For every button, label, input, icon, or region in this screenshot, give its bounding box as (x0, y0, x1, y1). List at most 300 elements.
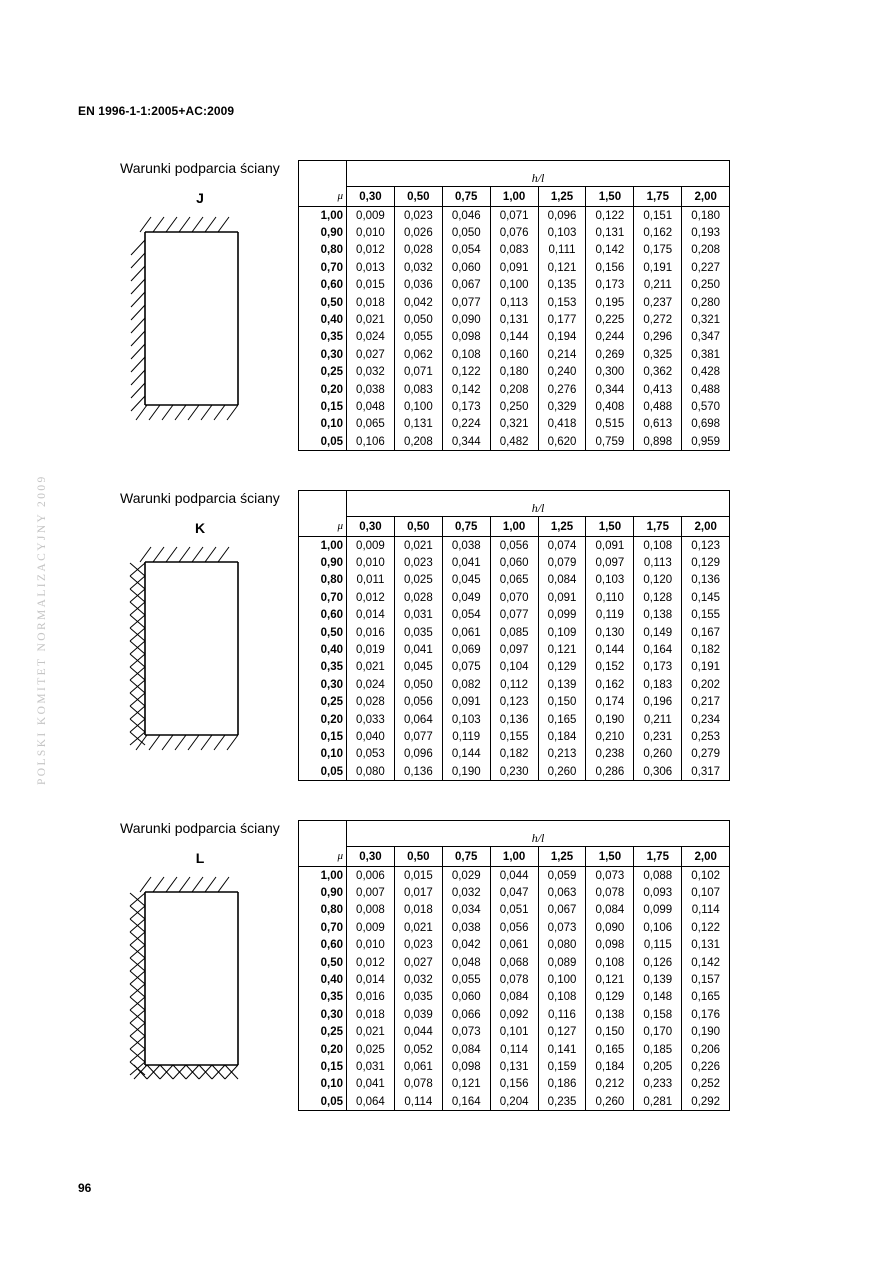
coefficient-cell: 0,032 (394, 971, 442, 988)
coefficient-cell: 0,064 (394, 711, 442, 728)
table-row (299, 1024, 730, 1041)
ratio-column-header: 0,30 (347, 847, 395, 867)
coefficient-cell: 0,119 (586, 607, 634, 624)
case-label: J (196, 190, 204, 206)
coefficient-cell: 0,108 (586, 954, 634, 971)
coefficient-cell: 0,418 (538, 416, 586, 433)
coefficient-cell: 0,052 (394, 1041, 442, 1058)
table-row (299, 207, 730, 225)
coefficient-cell: 0,009 (347, 207, 395, 225)
coefficient-cell: 0,413 (634, 381, 682, 398)
coefficient-cell: 0,759 (586, 433, 634, 451)
ratio-column-header: 0,50 (394, 847, 442, 867)
coefficient-cell: 0,061 (442, 624, 490, 641)
coefficient-cell: 0,028 (347, 694, 395, 711)
wall-diagram-graphic (130, 547, 238, 750)
document-header: EN 1996-1-1:2005+AC:2009 (78, 104, 235, 118)
coefficient-cell: 0,250 (490, 398, 538, 415)
mu-value: 0,60 (299, 937, 347, 954)
table-row (299, 364, 730, 381)
mu-value: 0,25 (299, 364, 347, 381)
case-label: K (194, 520, 206, 536)
coefficient-cell: 0,135 (538, 277, 586, 294)
ratio-column-header: 1,25 (538, 187, 586, 207)
ratio-column-header: 1,00 (490, 187, 538, 207)
mu-value: 0,70 (299, 589, 347, 606)
coefficient-cell: 0,149 (634, 624, 682, 641)
coefficient-cell: 0,101 (490, 1024, 538, 1041)
mu-value: 0,35 (299, 989, 347, 1006)
coefficient-cell: 0,010 (347, 554, 395, 571)
coefficient-cell: 0,062 (394, 346, 442, 363)
coefficient-cell: 0,108 (538, 989, 586, 1006)
coefficient-cell: 0,028 (394, 589, 442, 606)
coefficient-cell: 0,286 (586, 763, 634, 781)
coefficient-cell: 0,092 (490, 1006, 538, 1023)
table-row (299, 746, 730, 763)
coefficient-cell: 0,159 (538, 1058, 586, 1075)
coefficient-cell: 0,182 (682, 641, 730, 658)
coefficient-cell: 0,116 (538, 1006, 586, 1023)
coefficient-cell: 0,898 (634, 433, 682, 451)
coefficient-cell: 0,959 (682, 433, 730, 451)
coefficient-cell: 0,214 (538, 346, 586, 363)
mu-value: 0,80 (299, 572, 347, 589)
coefficient-cell: 0,129 (586, 989, 634, 1006)
coefficient-cell: 0,077 (394, 728, 442, 745)
coefficient-cell: 0,148 (634, 989, 682, 1006)
coefficient-cell: 0,078 (586, 884, 634, 901)
mu-value: 0,05 (299, 433, 347, 451)
ratio-column-header: 1,75 (634, 187, 682, 207)
coefficient-cell: 0,041 (394, 641, 442, 658)
table-row (299, 902, 730, 919)
coefficient-cell: 0,098 (442, 1058, 490, 1075)
coefficient-cell: 0,142 (442, 381, 490, 398)
coefficient-cell: 0,141 (538, 1041, 586, 1058)
table-row (299, 259, 730, 276)
coefficient-cell: 0,056 (490, 919, 538, 936)
coefficient-cell: 0,071 (490, 207, 538, 225)
coefficient-cell: 0,321 (682, 311, 730, 328)
table-row (299, 1093, 730, 1111)
coefficient-cell: 0,010 (347, 224, 395, 241)
coefficient-cell: 0,173 (586, 277, 634, 294)
table-row (299, 641, 730, 658)
coefficient-cell: 0,099 (634, 902, 682, 919)
mu-header: μ (299, 847, 347, 867)
coefficient-cell: 0,055 (442, 971, 490, 988)
coefficient-cell: 0,321 (490, 416, 538, 433)
coefficient-cell: 0,131 (586, 224, 634, 241)
coefficient-cell: 0,103 (586, 572, 634, 589)
table-row (299, 728, 730, 745)
coefficient-cell: 0,190 (682, 1024, 730, 1041)
coefficient-cell: 0,088 (634, 867, 682, 885)
coefficient-cell: 0,260 (634, 746, 682, 763)
coefficient-cell: 0,151 (634, 207, 682, 225)
coefficient-cell: 0,184 (586, 1058, 634, 1075)
coefficient-cell: 0,113 (490, 294, 538, 311)
coefficient-cell: 0,127 (538, 1024, 586, 1041)
coefficient-cell: 0,139 (634, 971, 682, 988)
coefficient-cell: 0,089 (538, 954, 586, 971)
coefficient-cell: 0,023 (394, 554, 442, 571)
coefficient-cell: 0,325 (634, 346, 682, 363)
coefficient-cell: 0,235 (538, 1093, 586, 1111)
coefficient-cell: 0,128 (634, 589, 682, 606)
mu-value: 0,40 (299, 971, 347, 988)
coefficient-cell: 0,122 (586, 207, 634, 225)
coefficient-cell: 0,035 (394, 624, 442, 641)
coefficient-cell: 0,060 (442, 259, 490, 276)
coefficient-cell: 0,098 (586, 937, 634, 954)
coefficient-cell: 0,106 (634, 919, 682, 936)
coefficient-cell: 0,038 (347, 381, 395, 398)
coefficient-cell: 0,150 (586, 1024, 634, 1041)
table-corner (299, 821, 347, 847)
wall-diagram-graphic (131, 217, 238, 420)
table-row (299, 554, 730, 571)
coefficient-cell: 0,114 (490, 1041, 538, 1058)
mu-value: 0,15 (299, 1058, 347, 1075)
ratio-column-header: 0,30 (347, 187, 395, 207)
table-row (299, 659, 730, 676)
coefficient-cell: 0,029 (442, 867, 490, 885)
coefficient-cell: 0,120 (634, 572, 682, 589)
coefficient-cell: 0,119 (442, 728, 490, 745)
table-row (299, 1058, 730, 1075)
table-row (299, 311, 730, 328)
mu-value: 0,30 (299, 346, 347, 363)
coefficient-cell: 0,041 (442, 554, 490, 571)
coefficient-cell: 0,073 (538, 919, 586, 936)
coefficient-cell: 0,208 (394, 433, 442, 451)
coefficient-cell: 0,097 (586, 554, 634, 571)
coefficient-cell: 0,044 (490, 867, 538, 885)
table-row (299, 937, 730, 954)
coefficient-cell: 0,038 (442, 537, 490, 555)
coefficient-cell: 0,225 (586, 311, 634, 328)
coefficient-cell: 0,234 (682, 711, 730, 728)
coefficient-cell: 0,237 (634, 294, 682, 311)
coefficient-cell: 0,014 (347, 971, 395, 988)
mu-value: 0,80 (299, 242, 347, 259)
coefficient-cell: 0,091 (586, 537, 634, 555)
coefficient-cell: 0,013 (347, 259, 395, 276)
coefficient-cell: 0,184 (538, 728, 586, 745)
coefficient-cell: 0,230 (490, 763, 538, 781)
coefficient-cell: 0,075 (442, 659, 490, 676)
coefficient-cell: 0,006 (347, 867, 395, 885)
section-title: Warunki podparcia ściany (120, 490, 280, 506)
coefficient-cell: 0,008 (347, 902, 395, 919)
coefficient-cell: 0,040 (347, 728, 395, 745)
mu-value: 0,30 (299, 676, 347, 693)
mu-value: 0,90 (299, 224, 347, 241)
coefficient-cell: 0,170 (634, 1024, 682, 1041)
coefficient-cell: 0,300 (586, 364, 634, 381)
mu-header: μ (299, 187, 347, 207)
coefficient-cell: 0,056 (490, 537, 538, 555)
coefficient-cell: 0,238 (586, 746, 634, 763)
table-row (299, 416, 730, 433)
coefficient-cell: 0,054 (442, 242, 490, 259)
coefficient-cell: 0,482 (490, 433, 538, 451)
table-row (299, 572, 730, 589)
coefficient-cell: 0,073 (442, 1024, 490, 1041)
coefficient-cell: 0,078 (394, 1076, 442, 1093)
coefficient-cell: 0,123 (490, 694, 538, 711)
coefficient-cell: 0,074 (538, 537, 586, 555)
coefficient-cell: 0,177 (538, 311, 586, 328)
ratio-column-header: 0,30 (347, 517, 395, 537)
coefficient-cell: 0,202 (682, 676, 730, 693)
coefficient-cell: 0,111 (538, 242, 586, 259)
coefficient-cell: 0,156 (586, 259, 634, 276)
coefficient-cell: 0,213 (538, 746, 586, 763)
ratio-column-header: 0,50 (394, 187, 442, 207)
coefficient-cell: 0,344 (442, 433, 490, 451)
coefficient-cell: 0,306 (634, 763, 682, 781)
mu-value: 0,60 (299, 607, 347, 624)
coefficient-cell: 0,196 (634, 694, 682, 711)
mu-value: 0,20 (299, 711, 347, 728)
table-section-j (0, 160, 893, 460)
ratio-column-header: 1,00 (490, 847, 538, 867)
coefficient-cell: 0,100 (394, 398, 442, 415)
coefficient-cell: 0,017 (394, 884, 442, 901)
coefficient-cell: 0,121 (538, 641, 586, 658)
coefficient-cell: 0,176 (682, 1006, 730, 1023)
coefficient-cell: 0,046 (442, 207, 490, 225)
coefficient-cell: 0,296 (634, 329, 682, 346)
coefficient-cell: 0,212 (586, 1076, 634, 1093)
coefficient-cell: 0,191 (682, 659, 730, 676)
coefficient-cell: 0,108 (442, 346, 490, 363)
coefficient-cell: 0,142 (586, 242, 634, 259)
table-row (299, 277, 730, 294)
coefficient-cell: 0,164 (442, 1093, 490, 1111)
table-section-l (0, 820, 893, 1120)
coefficient-cell: 0,055 (394, 329, 442, 346)
coefficient-cell: 0,165 (538, 711, 586, 728)
ratio-group-header: h/l (347, 161, 730, 187)
mu-value: 0,60 (299, 277, 347, 294)
coefficient-cell: 0,084 (586, 902, 634, 919)
coefficient-cell: 0,253 (682, 728, 730, 745)
coefficient-cell: 0,276 (538, 381, 586, 398)
coefficient-cell: 0,018 (394, 902, 442, 919)
coefficient-cell: 0,160 (490, 346, 538, 363)
coefficient-cell: 0,071 (394, 364, 442, 381)
coefficient-cell: 0,031 (394, 607, 442, 624)
coefficient-cell: 0,208 (682, 242, 730, 259)
coefficient-cell: 0,054 (442, 607, 490, 624)
ratio-group-header: h/l (347, 821, 730, 847)
coefficient-cell: 0,281 (634, 1093, 682, 1111)
mu-value: 0,05 (299, 763, 347, 781)
coefficient-cell: 0,018 (347, 1006, 395, 1023)
mu-value: 0,50 (299, 294, 347, 311)
coefficient-cell: 0,010 (347, 937, 395, 954)
coefficient-cell: 0,190 (442, 763, 490, 781)
mu-value: 0,15 (299, 398, 347, 415)
coefficient-cell: 0,079 (538, 554, 586, 571)
coefficient-cell: 0,097 (490, 641, 538, 658)
coefficient-cell: 0,070 (490, 589, 538, 606)
ratio-column-header: 2,00 (682, 187, 730, 207)
coefficient-cell: 0,272 (634, 311, 682, 328)
table-row (299, 1076, 730, 1093)
mu-value: 0,05 (299, 1093, 347, 1111)
coefficient-cell: 0,107 (682, 884, 730, 901)
ratio-column-header: 1,75 (634, 517, 682, 537)
mu-value: 0,30 (299, 1006, 347, 1023)
coefficient-cell: 0,186 (538, 1076, 586, 1093)
mu-value: 0,10 (299, 1076, 347, 1093)
table-row (299, 1006, 730, 1023)
coefficient-cell: 0,100 (490, 277, 538, 294)
coefficient-cell: 0,488 (682, 381, 730, 398)
coefficient-cell: 0,012 (347, 589, 395, 606)
coefficient-cell: 0,156 (490, 1076, 538, 1093)
table-row (299, 954, 730, 971)
coefficient-cell: 0,036 (394, 277, 442, 294)
table-corner (299, 161, 347, 187)
coefficient-cell: 0,121 (442, 1076, 490, 1093)
coefficient-cell: 0,082 (442, 676, 490, 693)
mu-value: 0,10 (299, 416, 347, 433)
mu-value: 1,00 (299, 867, 347, 885)
mu-value: 1,00 (299, 537, 347, 555)
coefficient-cell: 0,064 (347, 1093, 395, 1111)
coefficient-cell: 0,165 (586, 1041, 634, 1058)
coefficient-cell: 0,174 (586, 694, 634, 711)
coefficient-cell: 0,091 (538, 589, 586, 606)
coefficient-cell: 0,103 (538, 224, 586, 241)
coefficient-cell: 0,060 (442, 989, 490, 1006)
coefficient-cell: 0,059 (538, 867, 586, 885)
coefficient-cell: 0,063 (538, 884, 586, 901)
coefficient-cell: 0,131 (490, 1058, 538, 1075)
table-row (299, 329, 730, 346)
table-row (299, 1041, 730, 1058)
coefficient-cell: 0,139 (538, 676, 586, 693)
coefficient-cell: 0,144 (586, 641, 634, 658)
table-row (299, 346, 730, 363)
coefficient-cell: 0,145 (682, 589, 730, 606)
coefficient-cell: 0,007 (347, 884, 395, 901)
mu-value: 0,25 (299, 694, 347, 711)
coefficient-cell: 0,060 (490, 554, 538, 571)
coefficient-cell: 0,153 (538, 294, 586, 311)
ratio-column-header: 1,75 (634, 847, 682, 867)
coefficient-cell: 0,038 (442, 919, 490, 936)
table-row (299, 589, 730, 606)
coefficient-cell: 0,096 (394, 746, 442, 763)
ratio-column-header: 0,75 (442, 847, 490, 867)
coefficient-cell: 0,056 (394, 694, 442, 711)
coefficient-cell: 0,042 (394, 294, 442, 311)
wall-diagram-graphic (130, 877, 238, 1079)
coefficient-cell: 0,121 (538, 259, 586, 276)
coefficient-cell: 0,061 (490, 937, 538, 954)
coefficient-cell: 0,157 (682, 971, 730, 988)
coefficient-cell: 0,142 (682, 954, 730, 971)
table-row (299, 884, 730, 901)
coefficient-cell: 0,076 (490, 224, 538, 241)
mu-value: 0,35 (299, 329, 347, 346)
mu-value: 0,80 (299, 902, 347, 919)
coefficient-cell: 0,065 (347, 416, 395, 433)
coefficient-cell: 0,077 (490, 607, 538, 624)
coefficient-cell: 0,123 (682, 537, 730, 555)
coefficient-cell: 0,034 (442, 902, 490, 919)
coefficient-cell: 0,194 (538, 329, 586, 346)
coefficient-cell: 0,185 (634, 1041, 682, 1058)
coefficient-cell: 0,173 (634, 659, 682, 676)
table-row (299, 919, 730, 936)
coefficient-cell: 0,231 (634, 728, 682, 745)
coefficient-cell: 0,155 (490, 728, 538, 745)
coefficient-cell: 0,109 (538, 624, 586, 641)
coefficient-cell: 0,211 (634, 277, 682, 294)
ratio-column-header: 1,50 (586, 187, 634, 207)
table-row (299, 867, 730, 885)
coefficient-cell: 0,260 (538, 763, 586, 781)
coefficient-cell: 0,126 (634, 954, 682, 971)
coefficient-cell: 0,210 (586, 728, 634, 745)
ratio-column-header: 1,50 (586, 847, 634, 867)
coefficient-cell: 0,115 (634, 937, 682, 954)
coefficient-cell: 0,155 (682, 607, 730, 624)
coefficient-cell: 0,021 (347, 311, 395, 328)
coefficient-cell: 0,195 (586, 294, 634, 311)
coefficient-cell: 0,091 (442, 694, 490, 711)
coefficient-cell: 0,099 (538, 607, 586, 624)
table-row (299, 763, 730, 781)
mu-header: μ (299, 517, 347, 537)
coefficient-cell: 0,158 (634, 1006, 682, 1023)
coefficient-cell: 0,090 (586, 919, 634, 936)
coefficient-cell: 0,250 (682, 277, 730, 294)
coefficient-cell: 0,613 (634, 416, 682, 433)
coefficient-cell: 0,065 (490, 572, 538, 589)
coefficient-cell: 0,362 (634, 364, 682, 381)
coefficient-cell: 0,050 (394, 676, 442, 693)
mu-value: 0,70 (299, 259, 347, 276)
mu-value: 0,90 (299, 884, 347, 901)
coefficient-cell: 0,136 (394, 763, 442, 781)
coefficient-cell: 0,093 (634, 884, 682, 901)
coefficient-cell: 0,121 (586, 971, 634, 988)
coefficient-cell: 0,165 (682, 989, 730, 1006)
ratio-group-header: h/l (347, 491, 730, 517)
section-title: Warunki podparcia ściany (120, 160, 280, 176)
table-row (299, 607, 730, 624)
ratio-column-header: 0,75 (442, 517, 490, 537)
coefficient-cell: 0,011 (347, 572, 395, 589)
coefficient-cell: 0,205 (634, 1058, 682, 1075)
coefficient-cell: 0,083 (394, 381, 442, 398)
coefficient-cell: 0,162 (634, 224, 682, 241)
coefficient-cell: 0,080 (347, 763, 395, 781)
coefficient-cell: 0,042 (442, 937, 490, 954)
coefficient-cell: 0,009 (347, 537, 395, 555)
coefficient-cell: 0,122 (682, 919, 730, 936)
coefficient-cell: 0,026 (394, 224, 442, 241)
